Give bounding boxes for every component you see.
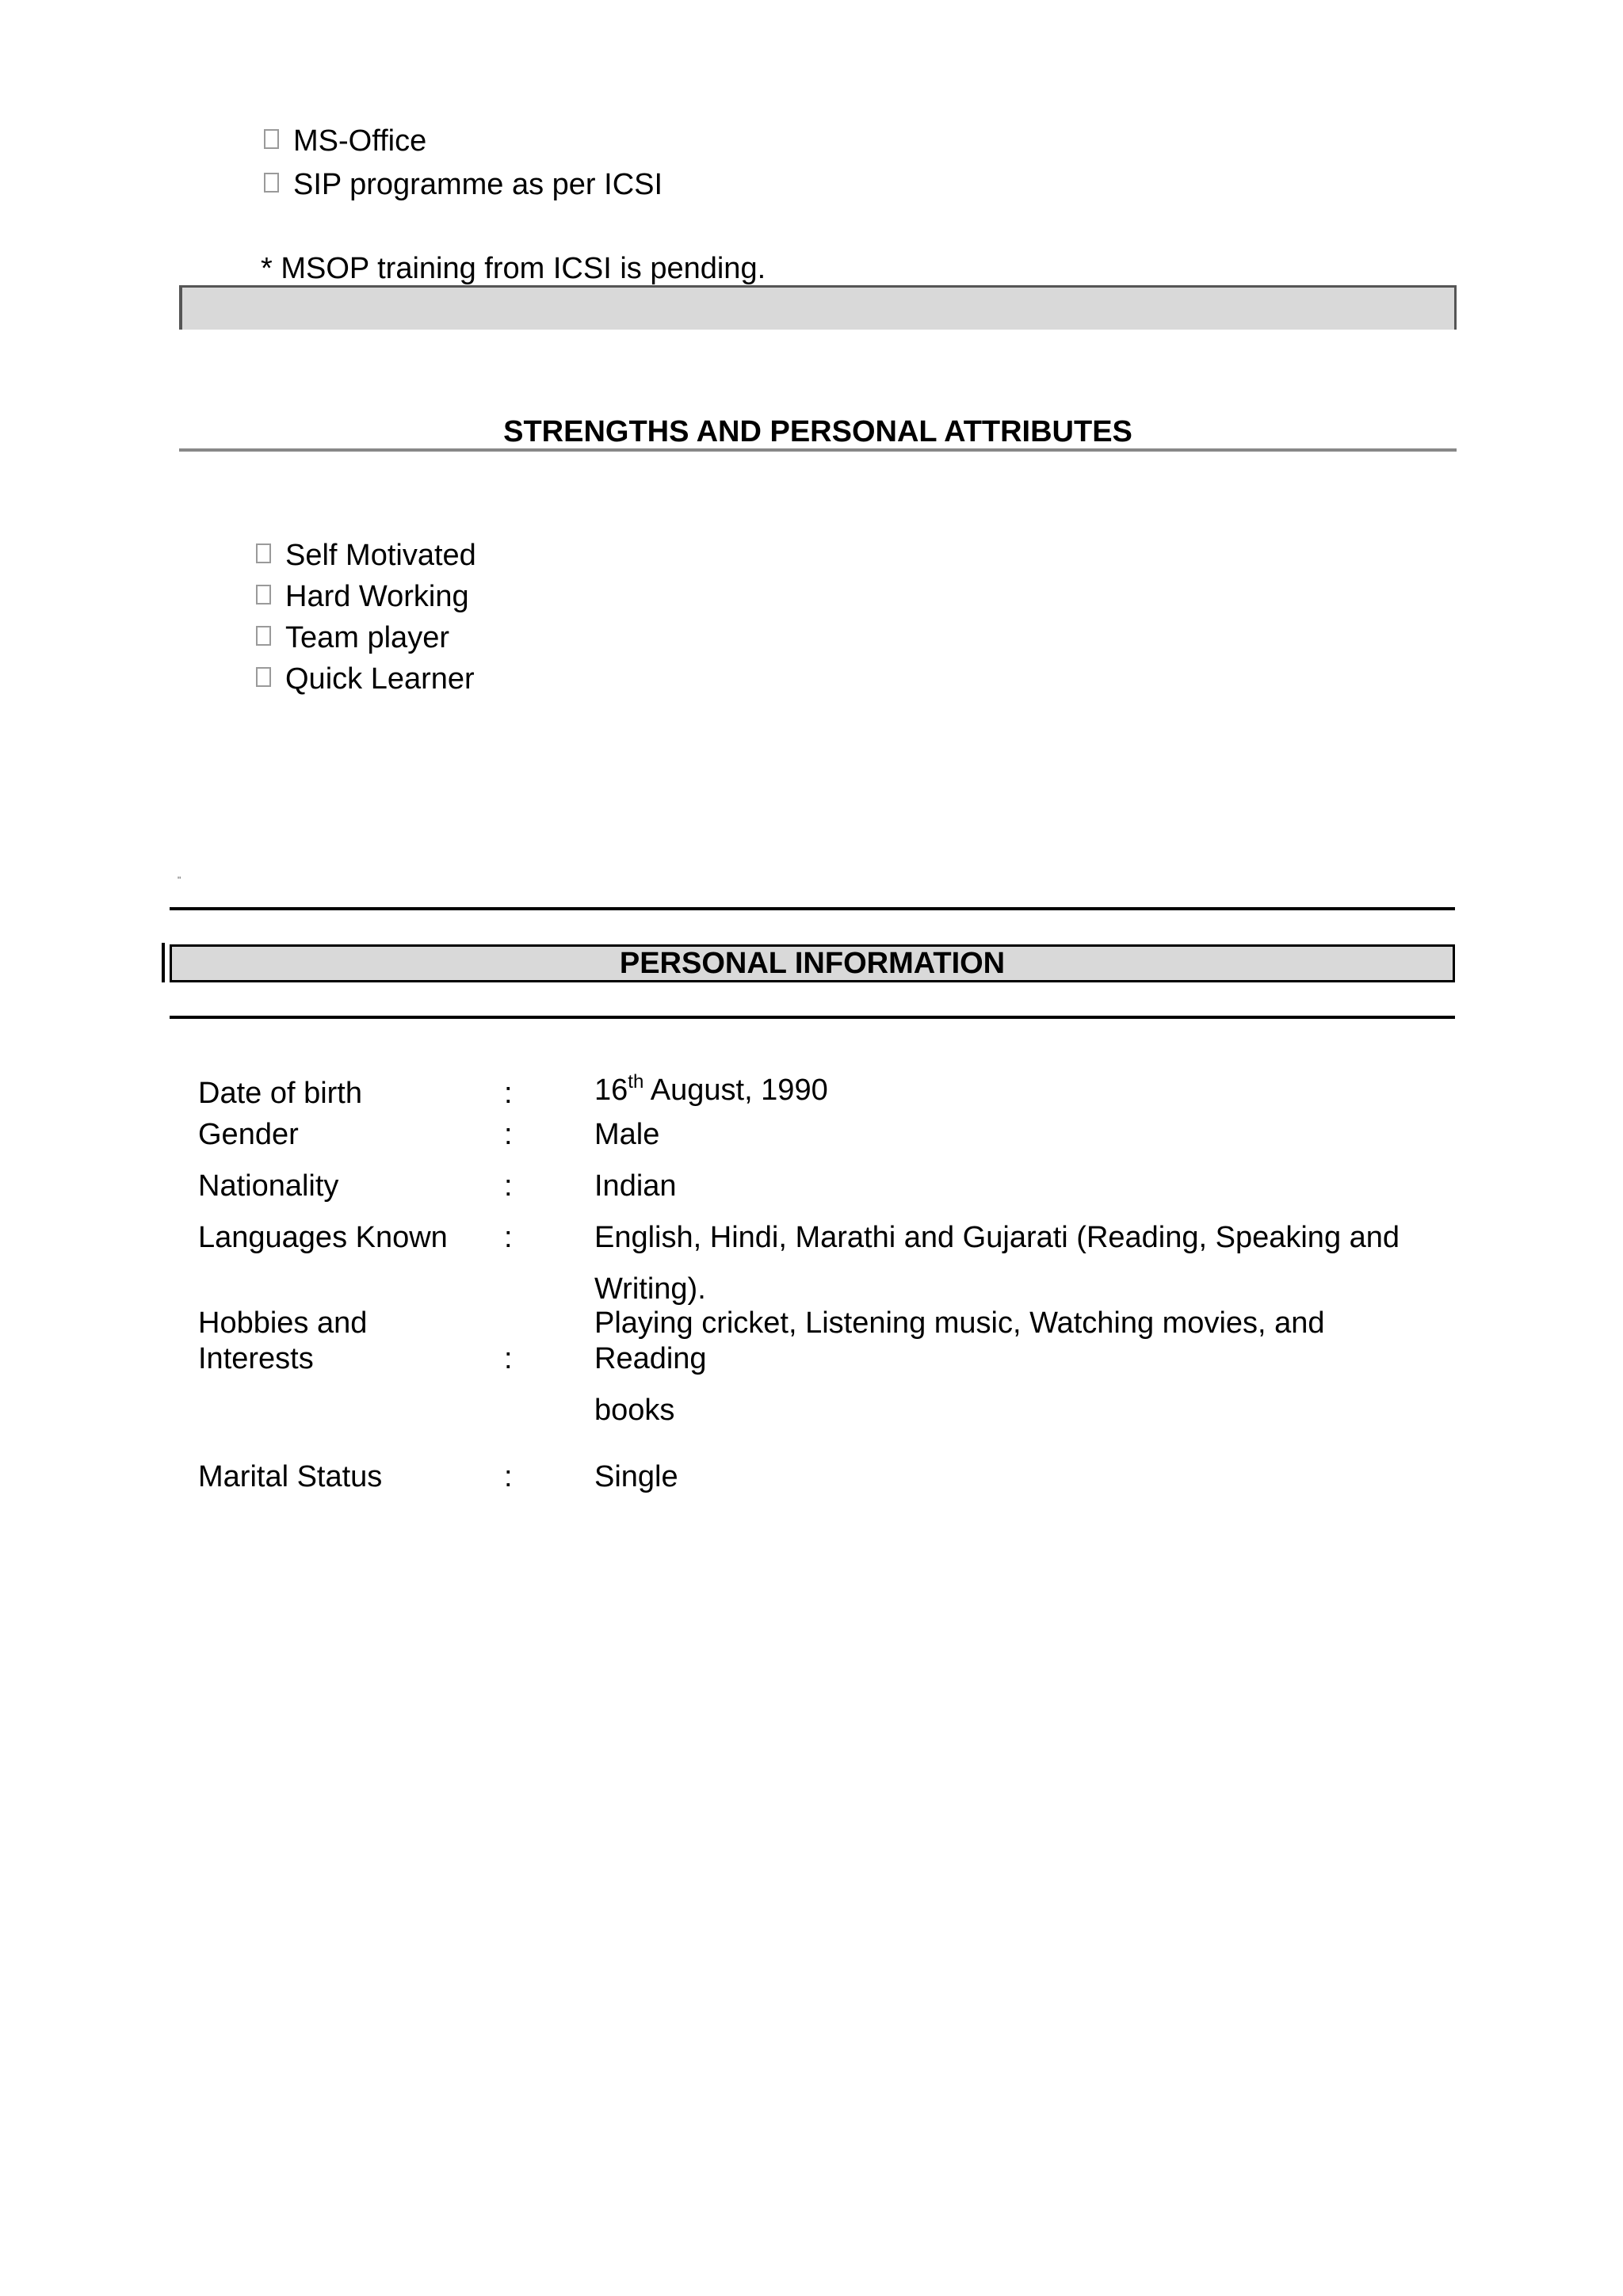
checkbox-bullet-icon (256, 585, 271, 605)
section-heading-personal: PERSONAL INFORMATION (619, 947, 1006, 980)
section-divider-bar (179, 285, 1457, 330)
languages-label: Languages Known (198, 1221, 448, 1254)
checkbox-bullet-icon (256, 543, 271, 563)
hobbies-label-line: Interests (198, 1342, 314, 1375)
heading-left-edge (162, 943, 165, 982)
skill-label: MS-Office (293, 124, 427, 158)
strength-item (256, 620, 449, 655)
strength-label: Hard Working (285, 580, 469, 613)
training-note: * MSOP training from ICSI is pending. (261, 252, 766, 285)
nationality-value: Indian (594, 1169, 677, 1203)
checkbox-bullet-icon (264, 173, 279, 193)
field-separator: : (504, 1169, 513, 1203)
gender-label: Gender (198, 1118, 299, 1151)
field-separator: : (504, 1077, 513, 1110)
hobbies-value-line: Reading (594, 1342, 707, 1375)
gender-value: Male (594, 1118, 660, 1151)
skill-item (264, 124, 426, 158)
strength-label: Team player (285, 621, 449, 654)
hobbies-value-line: books (594, 1394, 675, 1427)
field-separator: : (504, 1118, 513, 1151)
strength-item (256, 579, 469, 614)
hobbies-label-line: Hobbies and (198, 1306, 368, 1340)
field-separator: : (504, 1342, 513, 1375)
stray-mark: " (178, 875, 181, 886)
field-separator: : (504, 1460, 513, 1493)
field-separator: : (504, 1221, 513, 1254)
strength-item (256, 662, 475, 696)
marital-status-label: Marital Status (198, 1460, 383, 1493)
strength-label: Quick Learner (285, 662, 475, 696)
checkbox-bullet-icon (256, 667, 271, 687)
dob-label: Date of birth (198, 1077, 362, 1110)
heading-underline (179, 448, 1457, 452)
checkbox-bullet-icon (264, 129, 279, 149)
nationality-label: Nationality (198, 1169, 339, 1203)
languages-value-line: English, Hindi, Marathi and Gujarati (Reading, Speaking and (594, 1221, 1400, 1254)
strength-label: Self Motivated (285, 539, 476, 572)
personal-info-heading-bar (170, 944, 1455, 982)
strength-item (256, 538, 476, 573)
hobbies-value-line: Playing cricket, Listening music, Watching movies, and (594, 1306, 1325, 1340)
marital-status-value: Single (594, 1460, 678, 1493)
section-rule-bottom (170, 1016, 1455, 1019)
skill-item (264, 167, 663, 202)
skill-label: SIP programme as per ICSI (293, 168, 663, 201)
dob-value: 16th August, 1990 (594, 1071, 828, 1107)
checkbox-bullet-icon (256, 626, 271, 646)
section-heading-strengths: STRENGTHS AND PERSONAL ATTRIBUTES (503, 415, 1132, 448)
languages-value-line: Writing). (594, 1272, 706, 1306)
section-rule-top (170, 907, 1455, 910)
